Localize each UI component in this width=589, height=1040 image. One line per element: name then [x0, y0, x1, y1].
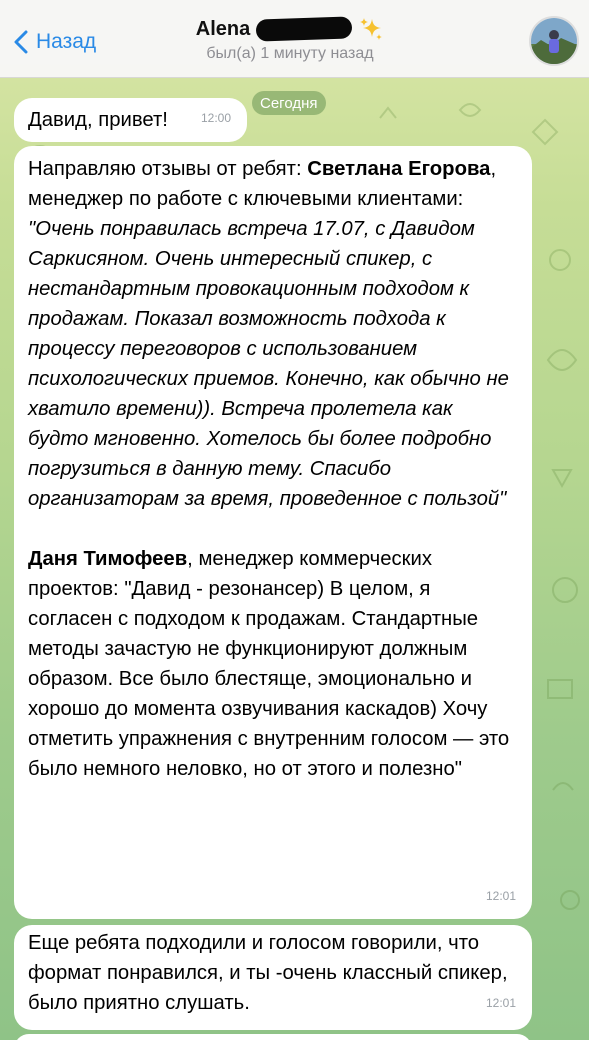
chat-title[interactable]	[150, 14, 430, 63]
review-quote: "Давид - резонансер) В целом, я согласен с подходом к продажам. Стандартные методы зачастую не функционируют должным образом. Все было блестяще, эмоционально и хорошо до момента озвучивания каскадов) Хочу отметить упражнения с внутренним голосом — это было немного неловко, но от этого и полезно"	[28, 578, 510, 780]
message-text: Давид, привет!	[28, 109, 168, 131]
back-label: Назад	[36, 30, 97, 53]
contact-avatar[interactable]	[529, 16, 579, 66]
chevron-left-icon	[8, 24, 34, 60]
sparkle-emoji-icon	[358, 16, 384, 42]
message-bubble[interactable]	[14, 925, 532, 1030]
message-text	[28, 544, 518, 784]
date-separator: Сегодня	[252, 91, 326, 115]
reviewer-name: Светлана Егорова	[307, 158, 491, 180]
chat-header	[0, 0, 589, 78]
last-seen-status: был(а) 1 минуту назад	[206, 45, 374, 62]
message-time: 12:00	[200, 111, 231, 125]
message-bubble[interactable]	[14, 98, 247, 142]
redacted-surname	[256, 16, 353, 41]
contact-name: Alena	[195, 17, 251, 40]
back-button[interactable]	[8, 24, 96, 60]
message-bubble-partial[interactable]	[14, 1034, 532, 1040]
message-time: 12:01	[485, 996, 516, 1010]
reviewer-role: , менеджер по работе с ключевыми клиентами:	[28, 158, 497, 210]
message-bubble[interactable]	[14, 146, 532, 919]
message-text	[28, 154, 518, 514]
reviewer-name: Даня Тимофеев	[28, 548, 188, 570]
reviewer-role: , менеджер коммерческих проектов:	[28, 548, 433, 600]
message-intro: Направляю отзывы от ребят:	[28, 158, 308, 180]
review-quote: "Очень понравилась встреча 17.07, с Давидом Саркисяном. Очень интересный спикер, с нестандартным провокационным подходом к продажам. Показал возможность подхода к процессу переговоров с использованием психологических приемов. Конечно, как обычно не хватило времени)). Встреча пролетела как будто мгновенно. Хотелось бы более подробно погрузиться в данную тему. Спасибо организаторам за время, проведенное с пользой"	[28, 218, 509, 510]
message-text: Еще ребята подходили и голосом говорили, что формат понравился, и ты -очень классный спикер, было приятно слушать.	[28, 932, 508, 1014]
message-time: 12:01	[485, 889, 516, 903]
